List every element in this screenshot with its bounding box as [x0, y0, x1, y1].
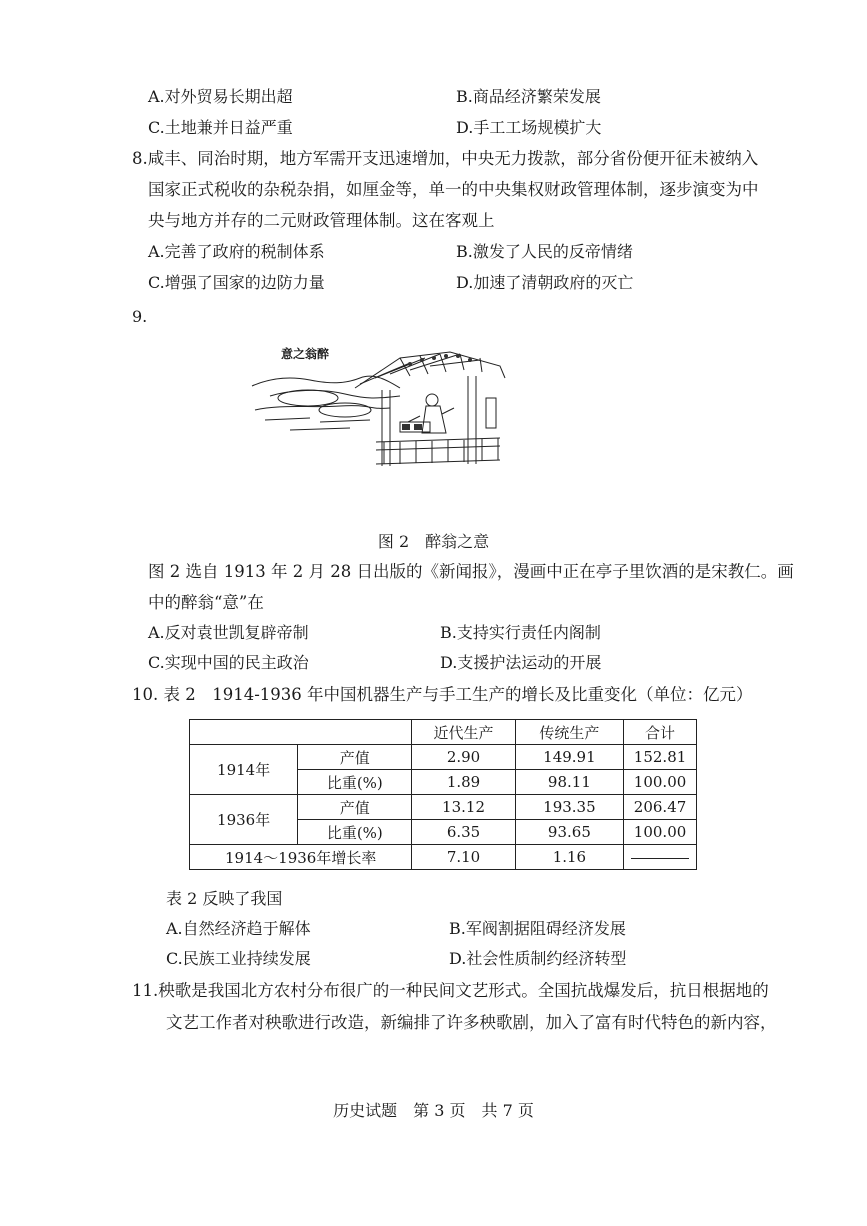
q11-line1: 11.秧歌是我国北方农村分布很广的一种民间文艺形式。全国抗战爆发后，抗日根据地的	[132, 981, 769, 1000]
q7-option-b: B.商品经济繁荣发展	[456, 87, 601, 106]
data-table	[189, 719, 697, 870]
table-cell: 1.16	[515, 845, 623, 870]
q7-option-c: C.土地兼并日益严重	[148, 118, 293, 137]
q8-option-d: D.加速了清朝政府的灭亡	[456, 273, 634, 292]
row-label: 产值	[298, 795, 412, 820]
growth-label: 1914～1936年增长率	[190, 845, 412, 870]
q8-stem-line1: 8.咸丰、同治时期，地方军需开支迅速增加，中央无力拨款，部分省份便开征未被纳入	[132, 149, 759, 168]
q9-stem-line2: 中的醉翁“意”在	[148, 593, 264, 612]
table-cell: 152.81	[624, 745, 697, 770]
q8-stem-line2: 国家正式税收的杂税杂捐，如厘金等，单一的中央集权财政管理体制，逐步演变为中	[148, 180, 759, 199]
q7-option-d: D.手工工场规模扩大	[456, 118, 602, 137]
table-cell: 206.47	[624, 795, 697, 820]
dash-mark	[631, 858, 689, 859]
year-cell: 1936年	[190, 795, 298, 845]
q8-option-c: C.增强了国家的边防力量	[148, 273, 325, 292]
table-corner-cell	[190, 720, 412, 745]
q11-line2: 文艺工作者对秧歌进行改造，新编排了许多秧歌剧，加入了富有时代特色的新内容，	[166, 1013, 777, 1032]
q10-option-d: D.社会性质制约经济转型	[449, 949, 627, 968]
table-cell: 193.35	[515, 795, 623, 820]
table-header-row	[190, 720, 697, 745]
table-cell-empty	[624, 845, 697, 870]
table-cell: 149.91	[515, 745, 623, 770]
cartoon-illustration	[250, 338, 512, 478]
q8-stem-line3: 央与地方并存的二元财政管理体制。这在客观上	[148, 211, 495, 230]
q8-option-a: A.完善了政府的税制体系	[148, 242, 325, 261]
table-header: 合计	[624, 720, 697, 745]
q10-option-c: C.民族工业持续发展	[166, 949, 311, 968]
table-row	[190, 845, 697, 870]
q9-option-b: B.支持实行责任内阁制	[440, 623, 601, 642]
figure-caption: 图 2 醉翁之意	[377, 532, 490, 551]
table-cell: 13.12	[412, 795, 515, 820]
row-label: 产值	[298, 745, 412, 770]
q10-option-b: B.军阀割据阻碍经济发展	[449, 919, 626, 938]
year-cell: 1914年	[190, 745, 298, 795]
page-footer: 历史试题 第 3 页 共 7 页	[333, 1101, 534, 1120]
table-cell: 100.00	[624, 770, 697, 795]
q9-option-c: C.实现中国的民主政治	[148, 653, 309, 672]
row-label: 比重(%)	[298, 770, 412, 795]
table-cell: 6.35	[412, 820, 515, 845]
q9-option-a: A.反对袁世凯复辟帝制	[148, 623, 309, 642]
table-cell: 1.89	[412, 770, 515, 795]
q10-option-a: A.自然经济趋于解体	[166, 919, 311, 938]
table-header: 近代生产	[412, 720, 515, 745]
q10-stem: 表 2 反映了我国	[166, 889, 283, 908]
q10-title: 10. 表 2 1914-1936 年中国机器生产与手工生产的增长及比重变化（单位：亿元）	[132, 685, 753, 704]
table-header: 传统生产	[515, 720, 623, 745]
table-cell: 2.90	[412, 745, 515, 770]
q8-option-b: B.激发了人民的反帝情绪	[456, 242, 633, 261]
table-row	[190, 745, 697, 770]
q9-option-d: D.支援护法运动的开展	[440, 653, 602, 672]
table-cell: 98.11	[515, 770, 623, 795]
row-label: 比重(%)	[298, 820, 412, 845]
table-cell: 7.10	[412, 845, 515, 870]
q9-stem-line1: 图 2 选自 1913 年 2 月 28 日出版的《新闻报》，漫画中正在亭子里饮酒的是宋教仁。画	[148, 562, 794, 581]
table-cell: 100.00	[624, 820, 697, 845]
q9-number: 9.	[132, 307, 148, 326]
cartoon-title: 意之翁醉	[281, 347, 330, 361]
table-row	[190, 795, 697, 820]
table-cell: 93.65	[515, 820, 623, 845]
q7-option-a: A.对外贸易长期出超	[148, 87, 293, 106]
